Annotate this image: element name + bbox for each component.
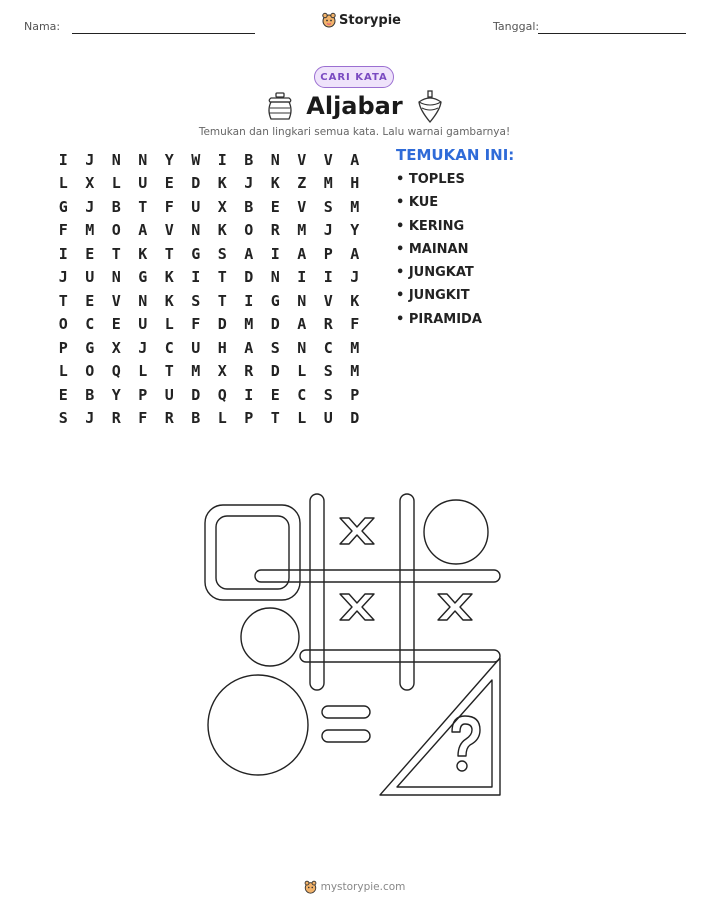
storypie-mascot-icon	[322, 12, 336, 28]
grid-letter[interactable]: E	[270, 385, 280, 404]
grid-letter[interactable]: C	[323, 338, 333, 357]
grid-letter[interactable]: S	[323, 385, 333, 404]
grid-letter[interactable]: K	[270, 174, 280, 193]
grid-letter[interactable]: E	[58, 385, 68, 404]
grid-letter[interactable]: V	[297, 197, 307, 216]
grid-letter[interactable]: K	[217, 174, 227, 193]
grid-letter[interactable]: J	[323, 221, 333, 240]
word-list	[396, 172, 482, 335]
grid-letter[interactable]: O	[58, 315, 68, 334]
grid-row	[50, 172, 368, 196]
grid-bar	[400, 494, 414, 690]
grid-letter[interactable]: L	[58, 362, 68, 381]
grid-letter[interactable]: N	[191, 221, 201, 240]
grid-letter[interactable]: P	[244, 409, 254, 428]
grid-letter[interactable]: S	[191, 291, 201, 310]
grid-letter[interactable]: A	[297, 315, 307, 334]
grid-letter[interactable]: M	[350, 338, 360, 357]
grid-letter[interactable]: P	[323, 244, 333, 263]
page-title: Aljabar	[306, 92, 403, 120]
grid-letter[interactable]: M	[350, 197, 360, 216]
grid-letter[interactable]: K	[138, 244, 148, 263]
grid-letter[interactable]: M	[323, 174, 333, 193]
grid-letter[interactable]: I	[191, 268, 201, 287]
x-mark-icon	[340, 594, 374, 620]
grid-letter[interactable]: E	[164, 174, 174, 193]
grid-letter[interactable]: J	[85, 197, 95, 216]
instructions: Temukan dan lingkari semua kata. Lalu warnai gambarnya!	[198, 126, 511, 138]
grid-letter[interactable]: J	[350, 268, 360, 287]
grid-letter[interactable]: T	[217, 268, 227, 287]
grid-letter[interactable]: S	[323, 197, 333, 216]
grid-letter[interactable]: E	[85, 244, 95, 263]
word-list-title: TEMUKAN INI:	[396, 146, 515, 164]
grid-letter[interactable]: F	[58, 221, 68, 240]
grid-letter[interactable]: A	[297, 244, 307, 263]
big-circle-shape	[208, 675, 308, 775]
grid-letter[interactable]: C	[164, 338, 174, 357]
storypie-mascot-icon	[304, 880, 317, 894]
grid-letter[interactable]: W	[191, 150, 201, 169]
small-circle-shape	[241, 608, 299, 666]
grid-letter[interactable]: X	[111, 338, 121, 357]
grid-letter[interactable]: U	[164, 385, 174, 404]
grid-row	[50, 360, 368, 384]
grid-letter[interactable]: I	[58, 150, 68, 169]
grid-letter[interactable]: M	[191, 362, 201, 381]
grid-letter[interactable]: L	[297, 409, 307, 428]
grid-letter[interactable]: B	[111, 197, 121, 216]
grid-letter[interactable]: R	[111, 409, 121, 428]
grid-letter[interactable]: L	[138, 362, 148, 381]
grid-letter[interactable]: J	[85, 409, 95, 428]
grid-letter[interactable]: N	[138, 150, 148, 169]
grid-letter[interactable]: M	[85, 221, 95, 240]
grid-letter[interactable]: L	[297, 362, 307, 381]
grid-letter[interactable]: V	[164, 221, 174, 240]
grid-letter[interactable]: B	[191, 409, 201, 428]
grid-letter[interactable]: J	[58, 268, 68, 287]
grid-letter[interactable]: P	[138, 385, 148, 404]
grid-letter[interactable]: U	[85, 268, 95, 287]
brand-logo	[322, 12, 401, 28]
grid-letter[interactable]: I	[297, 268, 307, 287]
grid-letter[interactable]: N	[270, 150, 280, 169]
grid-letter[interactable]: I	[244, 385, 254, 404]
date-label: Tanggal:	[493, 20, 540, 33]
grid-row	[50, 289, 368, 313]
grid-letter[interactable]: C	[297, 385, 307, 404]
grid-letter[interactable]: D	[244, 268, 254, 287]
grid-letter[interactable]: U	[138, 174, 148, 193]
grid-letter[interactable]: H	[350, 174, 360, 193]
spinning-top-icon	[416, 90, 444, 124]
grid-letter[interactable]: Y	[111, 385, 121, 404]
grid-letter[interactable]: P	[58, 338, 68, 357]
grid-letter[interactable]: L	[111, 174, 121, 193]
grid-letter[interactable]: I	[270, 244, 280, 263]
grid-letter[interactable]: Z	[297, 174, 307, 193]
word-list-item: • JUNGKAT	[396, 265, 482, 288]
grid-letter[interactable]: J	[85, 150, 95, 169]
grid-letter[interactable]: A	[350, 244, 360, 263]
x-mark-icon	[438, 594, 472, 620]
grid-letter[interactable]: J	[244, 174, 254, 193]
grid-letter[interactable]: S	[217, 244, 227, 263]
grid-letter[interactable]: B	[244, 150, 254, 169]
date-line[interactable]	[538, 33, 686, 34]
grid-row	[50, 219, 368, 243]
grid-letter[interactable]: X	[217, 362, 227, 381]
grid-letter[interactable]: F	[164, 197, 174, 216]
grid-letter[interactable]: O	[111, 221, 121, 240]
grid-letter[interactable]: Y	[164, 150, 174, 169]
name-line[interactable]	[72, 33, 255, 34]
grid-letter[interactable]: I	[244, 291, 254, 310]
grid-letter[interactable]: A	[138, 221, 148, 240]
grid-letter[interactable]: K	[164, 268, 174, 287]
grid-letter[interactable]: H	[217, 338, 227, 357]
grid-letter[interactable]: X	[85, 174, 95, 193]
grid-letter[interactable]: U	[323, 409, 333, 428]
o-mark-circle	[424, 500, 488, 564]
grid-letter[interactable]: U	[191, 197, 201, 216]
grid-letter[interactable]: N	[297, 291, 307, 310]
grid-letter[interactable]: S	[270, 338, 280, 357]
grid-letter[interactable]: T	[138, 197, 148, 216]
grid-letter[interactable]: R	[270, 221, 280, 240]
footer-site[interactable]: mystorypie.com	[320, 881, 406, 893]
grid-letter[interactable]: D	[191, 385, 201, 404]
grid-letter[interactable]: D	[191, 174, 201, 193]
grid-letter[interactable]: N	[111, 150, 121, 169]
grid-letter[interactable]: C	[85, 315, 95, 334]
grid-letter[interactable]: U	[138, 315, 148, 334]
grid-letter[interactable]: R	[244, 362, 254, 381]
grid-letter[interactable]: O	[85, 362, 95, 381]
grid-bar	[310, 494, 324, 690]
word-list-item: • JUNGKIT	[396, 288, 482, 311]
x-mark-icon	[340, 518, 374, 544]
grid-row	[50, 383, 368, 407]
grid-row	[50, 313, 368, 337]
grid-letter[interactable]: L	[164, 315, 174, 334]
grid-letter[interactable]: M	[297, 221, 307, 240]
word-list-item: • KERING	[396, 219, 482, 242]
grid-letter[interactable]: G	[58, 197, 68, 216]
grid-letter[interactable]: Q	[111, 362, 121, 381]
grid-row	[50, 242, 368, 266]
grid-letter[interactable]: D	[217, 315, 227, 334]
grid-letter[interactable]: N	[270, 268, 280, 287]
name-label: Nama:	[24, 20, 61, 33]
grid-letter[interactable]: A	[350, 150, 360, 169]
grid-letter[interactable]: S	[58, 409, 68, 428]
grid-letter[interactable]: D	[270, 315, 280, 334]
grid-letter[interactable]: Y	[350, 221, 360, 240]
grid-letter[interactable]: U	[191, 338, 201, 357]
grid-letter[interactable]: V	[111, 291, 121, 310]
category-badge: CARI KATA	[314, 66, 394, 88]
grid-letter[interactable]: I	[217, 150, 227, 169]
triangle-shape	[380, 658, 500, 795]
grid-row	[50, 336, 368, 360]
grid-letter[interactable]: N	[138, 291, 148, 310]
grid-bar	[255, 570, 500, 582]
grid-letter[interactable]: P	[350, 385, 360, 404]
grid-row	[50, 195, 368, 219]
grid-row	[50, 148, 368, 172]
grid-row	[50, 407, 368, 431]
grid-letter[interactable]: F	[350, 315, 360, 334]
grid-letter[interactable]: K	[217, 221, 227, 240]
grid-letter[interactable]: A	[244, 338, 254, 357]
brand-name: Storypie	[339, 12, 401, 28]
grid-letter[interactable]: V	[323, 291, 333, 310]
word-list-item: • PIRAMIDA	[396, 312, 482, 335]
equals-icon	[322, 706, 370, 742]
grid-letter[interactable]: X	[217, 197, 227, 216]
word-list-item: • MAINAN	[396, 242, 482, 265]
grid-letter[interactable]: G	[85, 338, 95, 357]
grid-letter[interactable]: J	[138, 338, 148, 357]
footer	[0, 880, 709, 894]
word-list-item: • KUE	[396, 195, 482, 218]
grid-letter[interactable]: I	[323, 268, 333, 287]
grid-letter[interactable]: F	[191, 315, 201, 334]
grid-letter[interactable]: T	[164, 244, 174, 263]
grid-letter[interactable]: L	[217, 409, 227, 428]
grid-letter[interactable]: R	[323, 315, 333, 334]
grid-letter[interactable]: D	[270, 362, 280, 381]
grid-letter[interactable]: T	[217, 291, 227, 310]
grid-letter[interactable]: T	[111, 244, 121, 263]
grid-letter[interactable]: M	[244, 315, 254, 334]
grid-letter[interactable]: T	[164, 362, 174, 381]
grid-letter[interactable]: K	[164, 291, 174, 310]
grid-letter[interactable]: O	[244, 221, 254, 240]
grid-letter[interactable]: N	[111, 268, 121, 287]
algebra-illustration	[200, 490, 510, 800]
grid-letter[interactable]: G	[191, 244, 201, 263]
grid-letter[interactable]: G	[138, 268, 148, 287]
grid-letter[interactable]: S	[323, 362, 333, 381]
grid-letter[interactable]: I	[58, 244, 68, 263]
grid-letter[interactable]: E	[85, 291, 95, 310]
grid-letter[interactable]: B	[85, 385, 95, 404]
grid-letter[interactable]: K	[350, 291, 360, 310]
grid-letter[interactable]: T	[270, 409, 280, 428]
grid-letter[interactable]: R	[164, 409, 174, 428]
grid-letter[interactable]: V	[297, 150, 307, 169]
word-search-grid[interactable]	[50, 148, 368, 430]
grid-letter[interactable]: D	[350, 409, 360, 428]
grid-letter[interactable]: A	[244, 244, 254, 263]
grid-letter[interactable]: L	[58, 174, 68, 193]
grid-letter[interactable]: N	[297, 338, 307, 357]
grid-row	[50, 266, 368, 290]
word-list-item: • TOPLES	[396, 172, 482, 195]
question-mark-icon	[452, 716, 480, 771]
grid-letter[interactable]: B	[244, 197, 254, 216]
grid-letter[interactable]: M	[350, 362, 360, 381]
grid-letter[interactable]: V	[323, 150, 333, 169]
grid-letter[interactable]: E	[111, 315, 121, 334]
grid-letter[interactable]: Q	[217, 385, 227, 404]
grid-letter[interactable]: G	[270, 291, 280, 310]
grid-letter[interactable]: F	[138, 409, 148, 428]
grid-letter[interactable]: E	[270, 197, 280, 216]
grid-letter[interactable]: T	[58, 291, 68, 310]
